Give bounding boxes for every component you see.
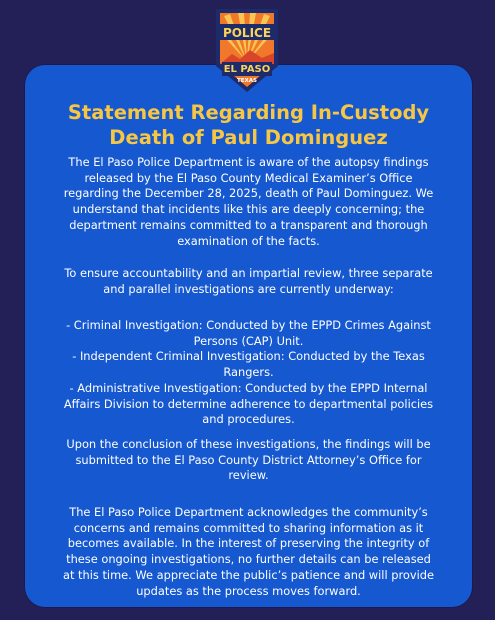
paragraph-line: submitted to the El Paso County District Attorney’s Office for	[75, 452, 422, 467]
paragraph-line: To ensure accountability and an impartial review, three separate	[64, 266, 433, 280]
badge-middle-text: EL PASO	[223, 64, 271, 75]
statement-paragraph-3	[35, 318, 462, 428]
statement-paragraph-5	[35, 505, 462, 599]
statement-paragraph-4	[35, 437, 462, 484]
title-line: Statement Regarding In-Custody	[67, 101, 430, 124]
paragraph-line: Rangers.	[223, 365, 274, 380]
badge-bottom-text: TEXAS	[237, 78, 257, 84]
paragraph-line: these ongoing investigations, no further details can be released	[66, 552, 431, 567]
paragraph-line: review.	[228, 468, 269, 483]
statement-title	[25, 100, 472, 150]
paragraph-line: at this time. We appreciate the public’s patience and will provide	[62, 567, 435, 582]
paragraph-line: - Independent Criminal Investigation: Conducted by the Texas	[72, 349, 425, 364]
statement-paragraph-1	[35, 155, 462, 249]
paragraph-line: and parallel investigations are currently underway:	[103, 281, 394, 296]
paragraph-line: department remains committed to a transparent and thorough	[69, 217, 428, 232]
paragraph-line: Persons (CAP) Unit.	[193, 333, 304, 348]
badge-top-text: POLICE	[222, 26, 272, 40]
title-line: Death of Paul Dominguez	[109, 126, 388, 149]
paragraph-line: and procedures.	[202, 412, 295, 427]
paragraph-line: - Criminal Investigation: Conducted by the EPPD Crimes Against	[66, 318, 431, 332]
paragraph-line: Affairs Division to determine adherence to departmental policies	[63, 396, 434, 411]
paragraph-line: becomes available. In the interest of preserving the integrity of	[67, 536, 430, 551]
paragraph-line: Upon the conclusion of these investigations, the findings will be	[66, 437, 431, 451]
paragraph-line: understand that incidents like this are deeply concerning; the	[72, 202, 425, 217]
statement-paragraph-2	[35, 266, 462, 297]
paragraph-line: - Administrative Investigation: Conducted by the EPPD Internal	[69, 380, 428, 395]
paragraph-line: updates as the process moves forward.	[136, 583, 361, 598]
el-paso-police-badge	[212, 6, 282, 94]
paragraph-line: concerns and remains committed to sharing information as it	[73, 520, 424, 535]
paragraph-line: examination of the facts.	[177, 233, 320, 248]
paragraph-line: The El Paso Police Department acknowledges the community’s	[69, 505, 428, 519]
paragraph-line: The El Paso Police Department is aware of the autopsy findings	[68, 155, 429, 169]
paragraph-line: regarding the December 28, 2025, death of Paul Dominguez. We	[63, 186, 434, 201]
paragraph-line: released by the El Paso County Medical Examiner’s Office	[84, 170, 413, 185]
